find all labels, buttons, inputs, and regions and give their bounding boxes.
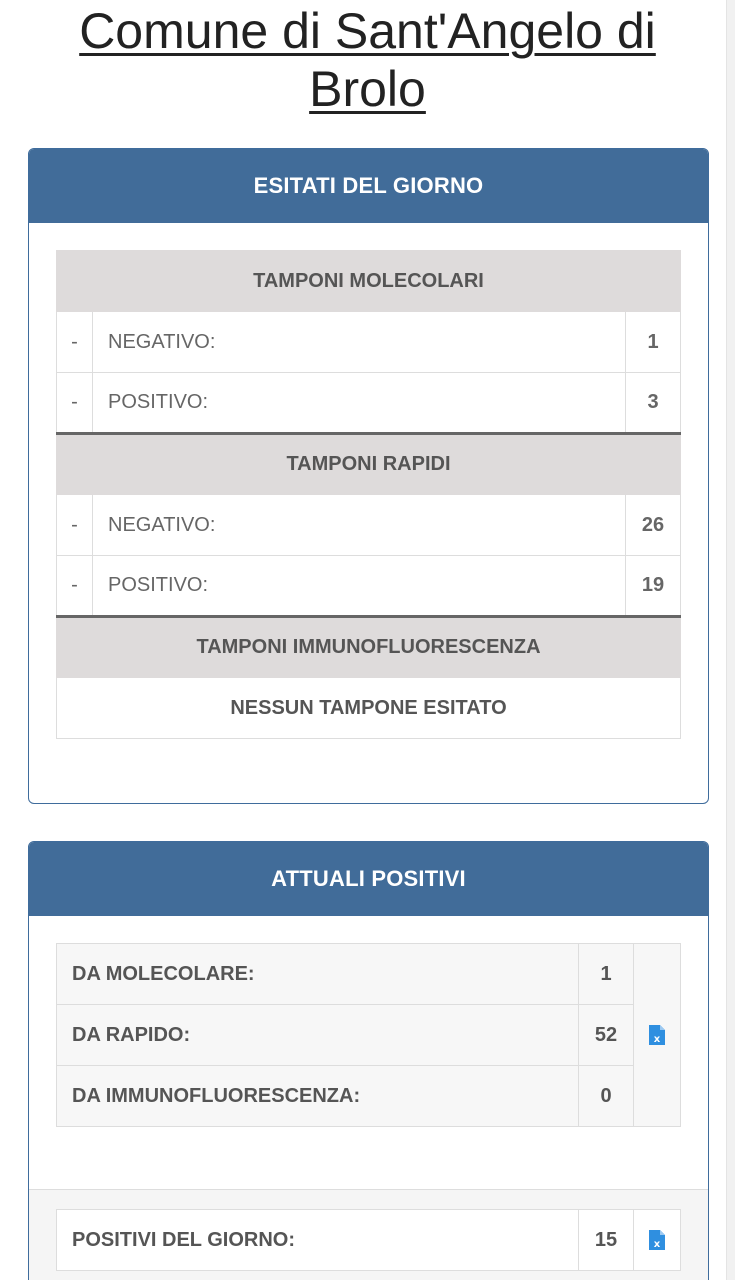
row-label: POSITIVI DEL GIORNO: bbox=[57, 1210, 579, 1271]
molecolari-title: TAMPONI MOLECOLARI bbox=[57, 251, 681, 312]
row-dash: - bbox=[57, 556, 93, 617]
row-dash: - bbox=[57, 312, 93, 373]
table-row bbox=[57, 1066, 681, 1127]
page-title: Comune di Sant'Angelo di Brolo bbox=[79, 3, 656, 117]
esitati-panel bbox=[28, 148, 709, 804]
attuali-panel-heading: ATTUALI POSITIVI bbox=[29, 842, 708, 916]
molecolari-section-header bbox=[57, 251, 681, 312]
row-label: DA MOLECOLARE: bbox=[57, 944, 579, 1005]
rapidi-section-header bbox=[57, 434, 681, 495]
attuali-panel-footer bbox=[29, 1189, 709, 1280]
immuno-title: TAMPONI IMMUNOFLUORESCENZA bbox=[57, 617, 681, 678]
table-row bbox=[57, 373, 681, 434]
excel-file-icon[interactable] bbox=[648, 1024, 666, 1046]
row-dash: - bbox=[57, 495, 93, 556]
row-label: NEGATIVO: bbox=[93, 312, 626, 373]
table-row bbox=[57, 1005, 681, 1066]
row-label: NEGATIVO: bbox=[93, 495, 626, 556]
table-row bbox=[57, 944, 681, 1005]
immuno-section-header bbox=[57, 617, 681, 678]
row-value: 1 bbox=[579, 944, 634, 1005]
table-row bbox=[57, 1210, 681, 1271]
attuali-panel bbox=[28, 841, 709, 1280]
attuali-export-cell bbox=[634, 944, 681, 1127]
row-value: 1 bbox=[626, 312, 681, 373]
immuno-empty-message: NESSUN TAMPONE ESITATO bbox=[57, 678, 681, 739]
esitati-table bbox=[56, 250, 681, 739]
table-row bbox=[57, 312, 681, 373]
row-value: 19 bbox=[626, 556, 681, 617]
excel-file-icon[interactable] bbox=[648, 1229, 666, 1251]
row-label: DA RAPIDO: bbox=[57, 1005, 579, 1066]
table-row bbox=[57, 556, 681, 617]
svg-text:x: x bbox=[653, 1034, 661, 1046]
row-label: POSITIVO: bbox=[93, 373, 626, 434]
page-scrollbar[interactable] bbox=[726, 0, 735, 1280]
row-value: 15 bbox=[579, 1210, 634, 1271]
row-label: DA IMMUNOFLUORESCENZA: bbox=[57, 1066, 579, 1127]
row-value: 0 bbox=[579, 1066, 634, 1127]
svg-text:x: x bbox=[653, 1239, 661, 1251]
rapidi-title: TAMPONI RAPIDI bbox=[57, 434, 681, 495]
row-value: 3 bbox=[626, 373, 681, 434]
table-row bbox=[57, 495, 681, 556]
immuno-empty-row bbox=[57, 678, 681, 739]
row-value: 52 bbox=[579, 1005, 634, 1066]
attuali-table bbox=[56, 943, 681, 1127]
row-label: POSITIVO: bbox=[93, 556, 626, 617]
row-dash: - bbox=[57, 373, 93, 434]
esitati-panel-heading: ESITATI DEL GIORNO bbox=[29, 149, 708, 223]
row-value: 26 bbox=[626, 495, 681, 556]
positivi-export-cell bbox=[634, 1210, 681, 1271]
positivi-giorno-table bbox=[56, 1209, 681, 1271]
